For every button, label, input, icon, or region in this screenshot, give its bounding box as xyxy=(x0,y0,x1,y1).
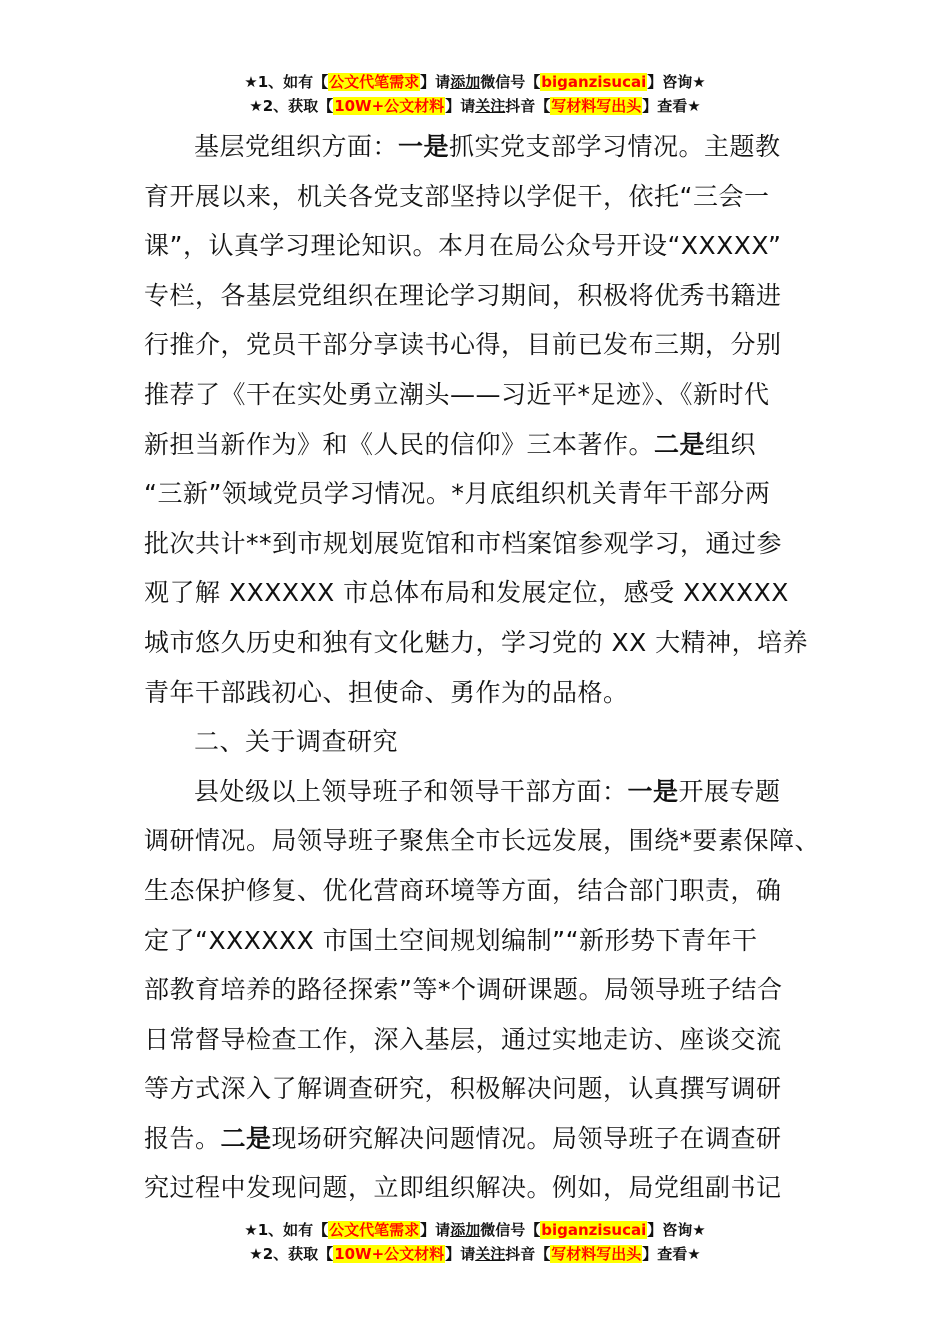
paragraph-line: 日常督导检查工作，深入基层，通过实地走访、座谈交流 xyxy=(144,1024,782,1054)
paragraph-line: 育开展以来，机关各党支部坚持以学促干，依托“三会一 xyxy=(144,181,770,211)
banner-underline: 关注 xyxy=(475,97,506,115)
paragraph-line: 报告。二是现场研究解决问题情况。局领导班子在调查研 xyxy=(144,1123,782,1153)
paragraph-line: 推荐了《干在实处勇立潮头——习近平*足迹》、《新时代 xyxy=(144,379,770,409)
banner-text: ★1、如有【 xyxy=(244,1221,329,1239)
paragraph-line: 专栏，各基层党组织在理论学习期间，积极将优秀书籍进 xyxy=(144,280,782,310)
banner-text: ★2、获取【 xyxy=(249,97,334,115)
banner-text: ★2、获取【 xyxy=(249,1245,334,1263)
banner-text: 微信号【 xyxy=(480,73,541,91)
banner-text: 】请 xyxy=(420,73,451,91)
header-banner xyxy=(0,70,950,118)
paragraph-line: “三新”领域党员学习情况。*月底组织机关青年干部分两 xyxy=(144,479,771,509)
paragraph-line: 等方式深入了解调查研究，积极解决问题，认真撰写调研 xyxy=(144,1074,782,1104)
banner-text: 】请 xyxy=(445,1245,476,1263)
banner-highlight: 公文代笔需求 xyxy=(329,1221,420,1239)
paragraph-line: 定了“XXXXXX 市国土空间规划编制”“新形势下青年干 xyxy=(144,925,758,955)
paragraph-line: 究过程中发现问题，立即组织解决。例如，局党组副书记 xyxy=(144,1173,782,1203)
paragraph-line: 城市悠久历史和独有文化魅力，学习党的 XX 大精神，培养 xyxy=(144,627,809,657)
paragraph-line: 行推介，党员干部分享读书心得，目前已发布三期，分别 xyxy=(144,330,782,360)
paragraph-line: 批次共计**到市规划展览馆和市档案馆参观学习，通过参 xyxy=(144,528,783,558)
banner-highlight: 10W+公文材料 xyxy=(334,1245,445,1263)
banner-line-1 xyxy=(0,1218,950,1242)
banner-line-1 xyxy=(0,70,950,94)
paragraph-line: 青年干部践初心、担使命、勇作为的品格。 xyxy=(144,677,629,707)
banner-text: 】查看★ xyxy=(642,97,701,115)
banner-highlight: 10W+公文材料 xyxy=(334,97,445,115)
footer-banner xyxy=(0,1218,950,1266)
banner-highlight: biganzisucai xyxy=(541,1221,647,1239)
banner-text: 抖音【 xyxy=(505,1245,551,1263)
banner-text: 微信号【 xyxy=(480,1221,541,1239)
banner-text: 抖音【 xyxy=(505,97,551,115)
banner-underline: 关注 xyxy=(475,1245,506,1263)
banner-line-2 xyxy=(0,94,950,118)
banner-highlight: 写材料写出头 xyxy=(551,97,642,115)
banner-text: ★1、如有【 xyxy=(244,73,329,91)
banner-underline: 添加 xyxy=(450,73,481,91)
banner-text: 】查看★ xyxy=(642,1245,701,1263)
banner-line-2 xyxy=(0,1242,950,1266)
paragraph-line: 调研情况。局领导班子聚焦全市长远发展，围绕*要素保障、 xyxy=(144,826,821,856)
paragraph-line: 生态保护修复、优化营商环境等方面，结合部门职责，确 xyxy=(144,875,782,905)
paragraph-line: 新担当新作为》和《人民的信仰》三本著作。二是组织 xyxy=(144,429,757,459)
banner-text: 】请 xyxy=(445,97,476,115)
document-body xyxy=(144,122,821,1213)
banner-highlight: biganzisucai xyxy=(541,73,647,91)
banner-text: 】咨询★ xyxy=(647,73,706,91)
paragraph-line: 课”，认真学习理论知识。本月在局公众号开设“XXXXX” xyxy=(144,231,782,261)
paragraph-line: 部教育培养的路径探索”等*个调研课题。局领导班子结合 xyxy=(144,975,783,1005)
paragraph-line: 观了解 XXXXXX 市总体布局和发展定位，感受 XXXXXX xyxy=(144,578,789,608)
section-heading: 二、关于调查研究 xyxy=(194,727,399,757)
banner-text: 】请 xyxy=(420,1221,451,1239)
banner-text: 】咨询★ xyxy=(647,1221,706,1239)
banner-highlight: 公文代笔需求 xyxy=(329,73,420,91)
paragraph-line: 县处级以上领导班子和领导干部方面：一是开展专题 xyxy=(194,776,781,806)
paragraph-line: 基层党组织方面：一是抓实党支部学习情况。主题教 xyxy=(194,132,781,161)
banner-underline: 添加 xyxy=(450,1221,481,1239)
banner-highlight: 写材料写出头 xyxy=(551,1245,642,1263)
